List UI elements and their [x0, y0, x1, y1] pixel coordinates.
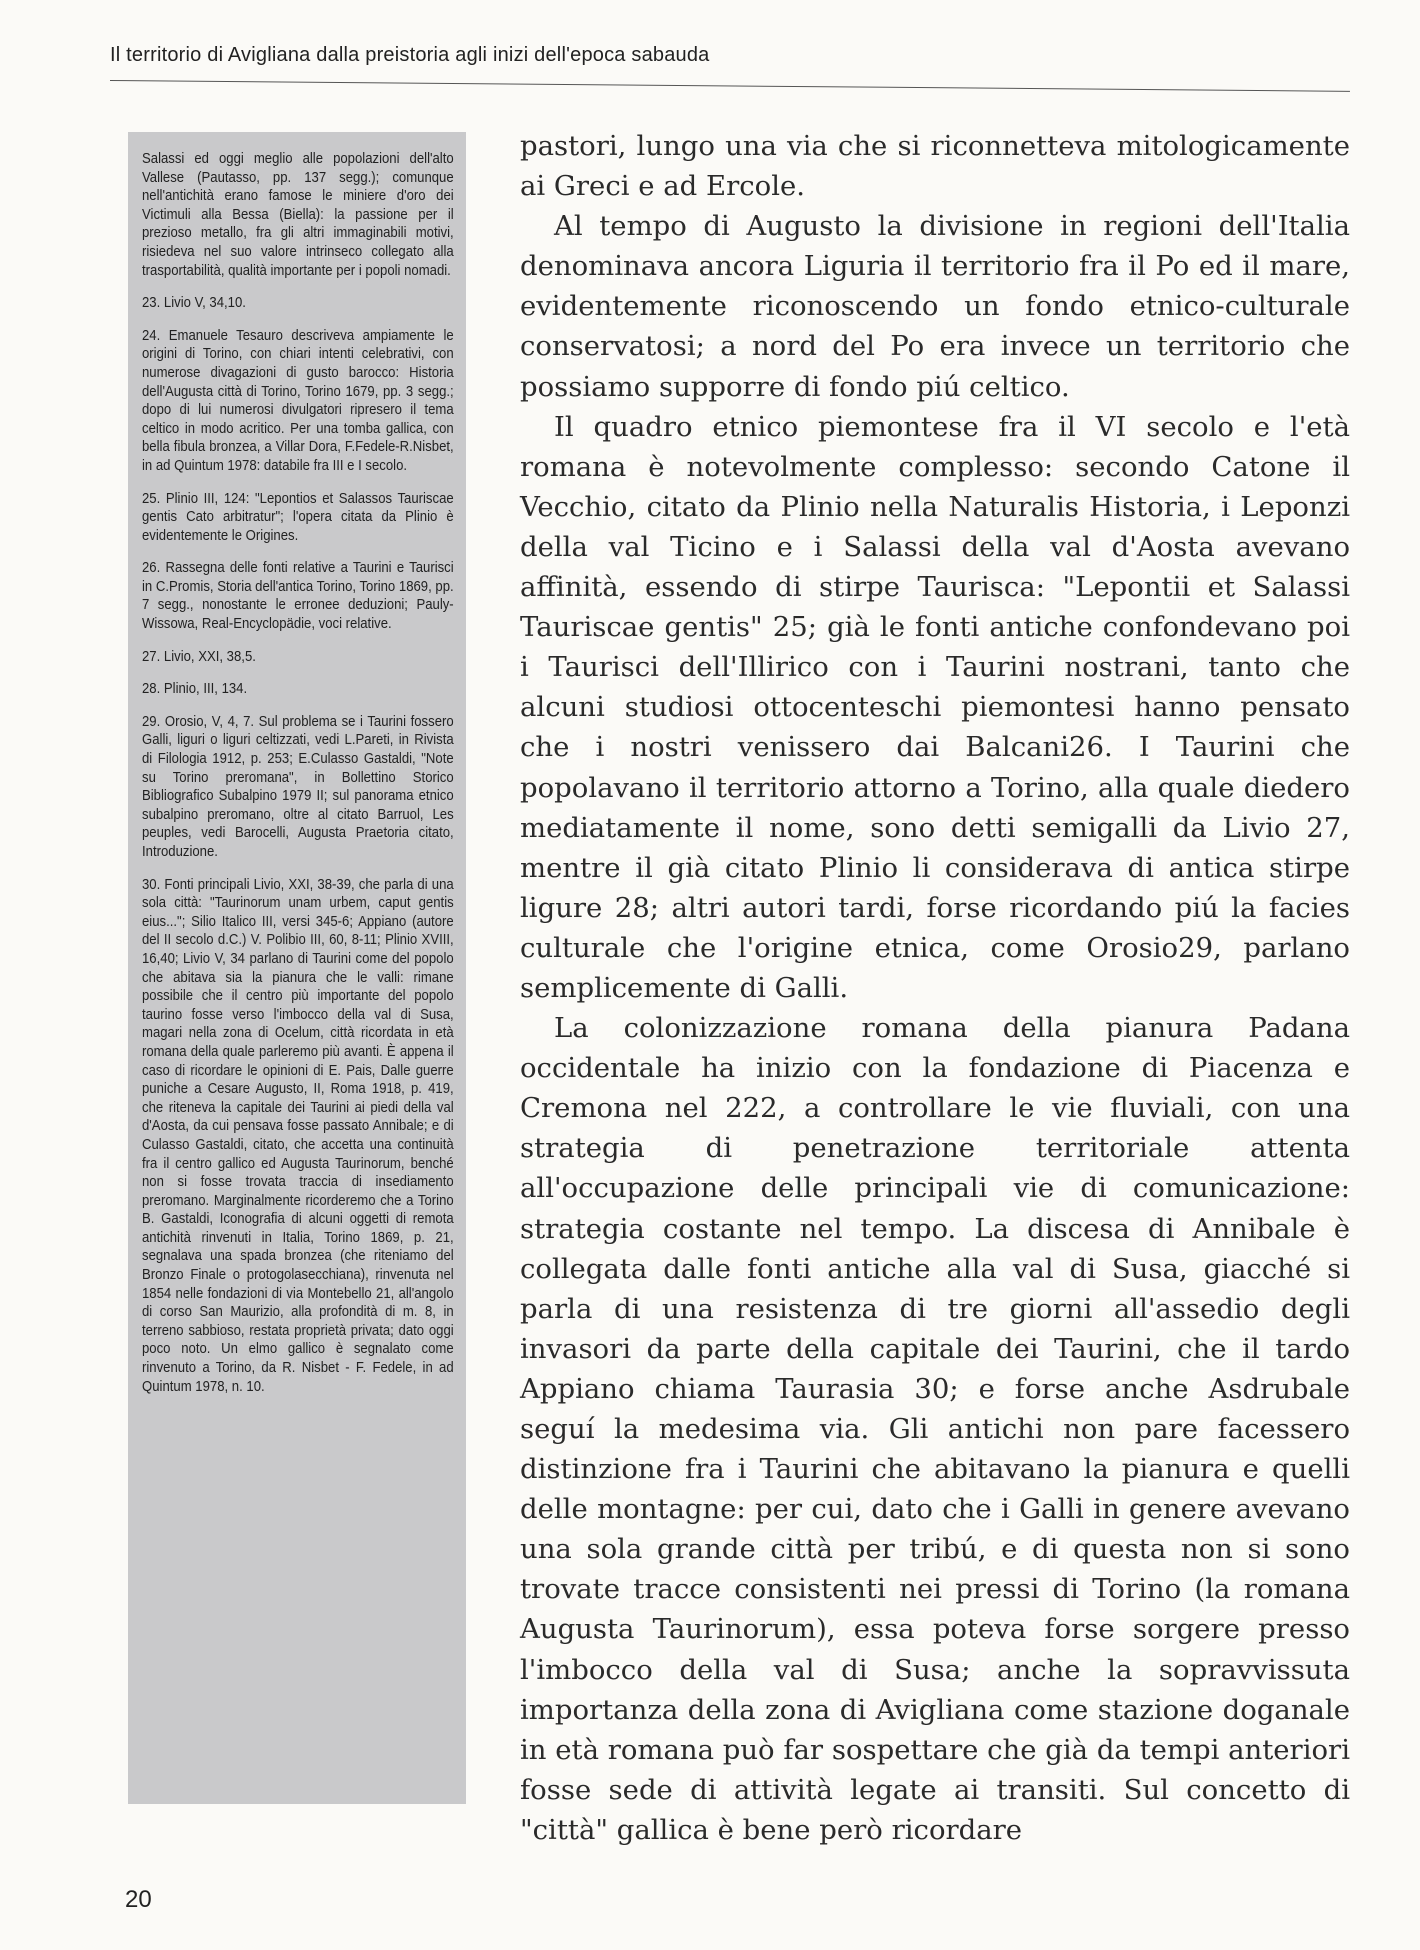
body-paragraph: La colonizzazione romana della pianura Padana occidentale ha inizio con la fondazione di Piacenza e Cremona nel 222, a controllare le vie fluviali, con una strategia di penetrazione territoriale attenta all'occupazione delle principali vie di comunicazione: strategia costante nel tempo. La discesa di Annibale è collegata dalle fonti antiche alla val di Susa, giacché si parla di una resistenza di tre giorni all'assedio degli invasori da parte della capitale dei Taurini, che il tardo Appiano chiama Taurasia 30; e forse anche Asdrubale seguí la medesima via. Gli antichi non pare facessero distinzione fra i Taurini che abitavano la pianura e quelli delle montagne: per cui, dato che i Galli in genere avevano una sola grande città per tribú, e di questa non si sono trovate tracce consistenti nei pressi di Torino (la romana Augusta Taurinorum), essa poteva forse sorgere presso l'imbocco della val di Susa; anche la sopravvissuta importanza della zona di Avigliana come stazione doganale in età romana può far sospettare che già da tempi anteriori fosse sede di attività legate ai transiti. Sul concetto di "città" gallica è bene però ricordare — [520, 1012, 1350, 1846]
footnote-26: 26. Rassegna delle fonti relative a Taurini e Taurisci in C.Promis, Storia dell'antica Torino, Torino 1869, pp. 7 segg., nonostante le erronee deduzioni; Pauly-Wissowa, Real-Encyclopädie, voci relative. — [142, 560, 454, 633]
main-text — [520, 126, 1350, 1850]
header-rule — [110, 80, 1350, 92]
footnote-24: 24. Emanuele Tesauro descriveva ampiamente le origini di Torino, con chiari intenti celebrativi, con numerose divagazioni di gusto barocco: Historia dell'Augusta città di Torino, Torino 1679, pp. 3 segg.; dopo di lui numerosi divulgatori ripresero il tema celtico in modo acritico. Per una tomba gallica, con bella fibula bronzea, a Villar Dora, F.Fedele-R.Nisbet, in ad Quintum 1978: databile fra III e I secolo. — [142, 327, 454, 474]
footnote-23: 23. Livio V, 34,10. — [142, 295, 246, 312]
running-title: Il territorio di Avigliana dalla preistoria agli inizi dell'epoca sabauda — [110, 44, 710, 66]
footnote-28: 28. Plinio, III, 134. — [142, 681, 248, 698]
body-paragraph: Il quadro etnico piemontese fra il VI secolo e l'età romana è notevolmente complesso: secondo Catone il Vecchio, citato da Plinio nella Naturalis Historia, i Leponzi della val Ticino e i Salassi della val d'Aosta avevano affinità, essendo di stirpe Taurisca: "Lepontii et Salassi Tauriscae gentis" 25; già le fonti antiche confondevano poi i Taurisci dell'Illirico con i Taurini nostrani, tanto che alcuni studiosi ottocenteschi piemontesi hanno pensato che i nostri venissero dai Balcani26. I Taurini che popolavano il territorio attorno a Torino, alla quale diedero mediatamente il nome, sono detti semigalli da Livio 27, mentre il già citato Plinio li considerava di antica stirpe ligure 28; altri autori tardi, forse ricordando piú la facies culturale che l'origine etnica, come Orosio29, parlano semplicemente di Galli. — [520, 410, 1350, 1004]
footnote-25: 25. Plinio III, 124: "Lepontios et Salassos Tauriscae gentis Cato arbitratur"; l'opera citata da Plinio è evidentemente le Origines. — [142, 490, 454, 544]
footnote-29: 29. Orosio, V, 4, 7. Sul problema se i Taurini fossero Galli, liguri o liguri celtizzati, vedi L.Pareti, in Rivista di Filologia 1912, p. 253; E.Culasso Gastaldi, "Note su Torino preromana", in Bollettino Storico Bibliografico Subalpino 1979 II; sul panorama etnico subalpino preromano, oltre al citato Barruol, Les peuples, vedi Barocelli, Augusta Praetoria citato, Introduzione. — [142, 713, 454, 860]
page-number: 20 — [125, 1886, 152, 1913]
footnote-continuation: Salassi ed oggi meglio alle popolazioni dell'alto Vallese (Pautasso, pp. 137 segg.); comunque nell'antichità erano famose le miniere d'oro dei Victimuli alla Bessa (Biella): la passione per il prezioso metallo, fra gli altri immaginabili motivi, risiedeva nel suo valore intrinseco collegato alla trasportabilità, qualità importante per i popoli nomadi. — [142, 151, 454, 279]
footnote-27: 27. Livio, XXI, 38,5. — [142, 648, 256, 665]
body-paragraph: Al tempo di Augusto la divisione in regioni dell'Italia denominava ancora Liguria il territorio fra il Po ed il mare, evidentemente riconoscendo un fondo etnico-culturale conservatosi; a nord del Po era invece un territorio che possiamo supporre di fondo piú celtico. — [520, 210, 1350, 403]
footnote-30: 30. Fonti principali Livio, XXI, 38-39, che parla di una sola città: "Taurinorum unam urbem, caput gentis eius..."; Silio Italico III, versi 345-6; Appiano (autore del II secolo d.C.) V. Polibio III, 60, 8-11; Plinio XVIII, 16,40; Livio V, 34 parlano di Taurini come del popolo che abitava sia la pianura che le valli: rimane possibile che il centro più importante del popolo taurino fosse verso l'imbocco della val di Susa, magari nella zona di Ocelum, città ricordata in età romana della quale parleremo più avanti. È appena il caso di ricordare le opinioni di E. Pais, Dalle guerre puniche a Cesare Augusto, II, Roma 1918, p. 419, che riteneva la capitale dei Taurini ai piedi della val d'Aosta, da cui pensava fosse passato Annibale; e di Culasso Gastaldi, citato, che accetta una continuità fra il centro gallico ed Augusta Taurinorum, benché non si fosse trovata traccia di insediamento preromano. Marginalmente ricorderemo che a Torino B. Gastaldi, Iconografia di alcuni oggetti di remota antichità rinvenuti in Italia, Torino 1869, p. 21, segnalava una spada bronzea (che riteniamo del Bronzo Finale o protogolasecchiana), rinvenuta nel 1854 nelle fondazioni di via Montebello 21, all'angolo di corso San Maurizio, alla profondità di m. 8, in terreno sabbioso, restata proprietà privata; dato oggi poco noto. Un elmo gallico è segnalato come rinvenuto a Torino, da R. Nisbet - F. Fedele, in ad Quintum 1978, n. 10. — [142, 876, 454, 1395]
body-paragraph: pastori, lungo una via che si riconnetteva mitologicamente ai Greci e ad Ercole. — [520, 130, 1350, 203]
footnotes-sidebar — [128, 132, 466, 1804]
